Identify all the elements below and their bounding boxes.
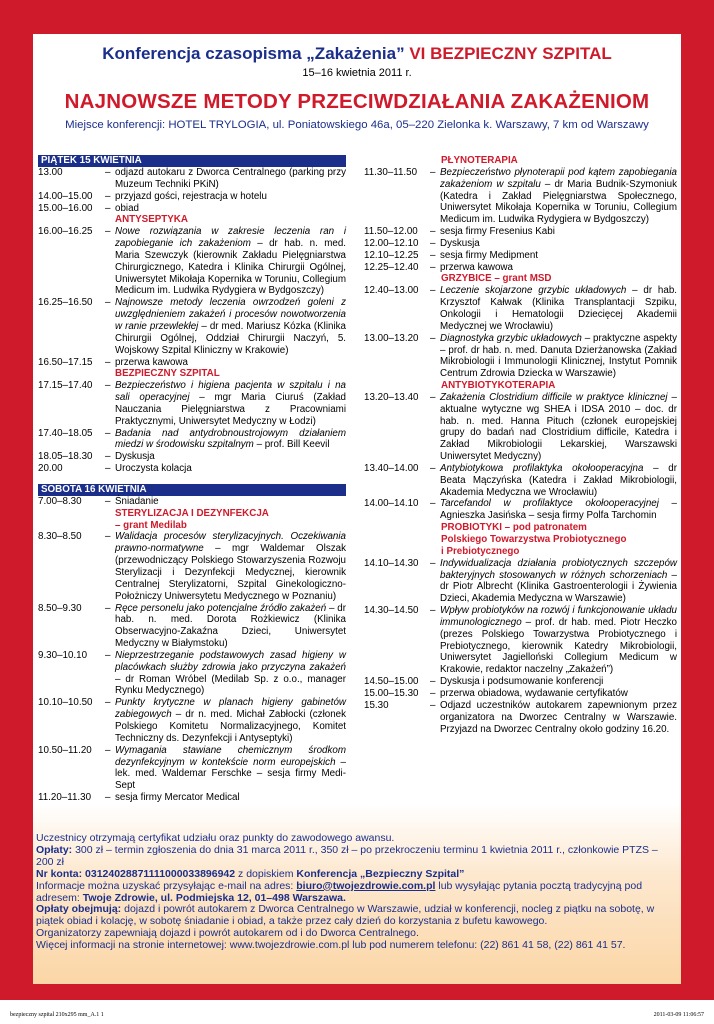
program-entry bbox=[38, 792, 346, 804]
entry-time: 10.10–10.50 bbox=[38, 697, 93, 709]
day-header-friday: PIĄTEK 15 KWIETNIA bbox=[38, 155, 346, 167]
entry-text: – mgr Waldemar Olszak (przewodniczący Polskiego Stowarzyszenia Rozwoju Sterylizacji i Dezynfekcji Medycznej, kierownik Centralnej Sterylizatorni, Szpital Ginekologiczno-Położniczy Uniwersytetu Medycznego w Poznaniu) bbox=[115, 543, 346, 602]
saturday-program-left bbox=[38, 496, 346, 804]
entry-time: 17.40–18.05 bbox=[38, 427, 93, 439]
entry-description bbox=[440, 392, 677, 463]
entry-description bbox=[440, 285, 677, 332]
friday-program bbox=[38, 167, 346, 475]
entry-text: sesja firmy Mercator Medical bbox=[115, 792, 240, 804]
entry-time: 15.00–15.30 bbox=[364, 687, 419, 699]
entry-text: Dyskusja i podsumowanie konferencji bbox=[440, 676, 604, 688]
account-label: Nr konta: bbox=[36, 867, 83, 880]
entry-description bbox=[440, 676, 677, 688]
entry-dash: – bbox=[105, 649, 111, 661]
entry-talk-title: Bezpieczeństwo i higiena pacjenta w szpitalu i na sali operacyjnej bbox=[115, 380, 346, 404]
entry-dash: – bbox=[105, 202, 111, 214]
entry-talk-title: Indywidualizacja działania probiotycznych szczepów bakteryjnych stosowanych w różnych schorzeniach bbox=[440, 557, 677, 581]
poster-sheet bbox=[33, 34, 681, 984]
entry-description bbox=[440, 333, 677, 380]
entry-dash: – bbox=[430, 249, 436, 261]
entry-text: Dyskusja bbox=[115, 451, 155, 463]
print-slug-right: 2011-03-09 11:06:57 bbox=[653, 1012, 704, 1018]
entry-dash: – bbox=[430, 605, 436, 617]
entry-text: Uroczysta kolacja bbox=[115, 463, 192, 475]
program-entry bbox=[38, 463, 346, 475]
venue-line: Miejsce konferencji: HOTEL TRYLOGIA, ul. Poniatowskiego 46a, 05–220 Zielonka k. Warszawy, 7 km od Warszawy bbox=[65, 119, 649, 131]
entry-dash: – bbox=[105, 602, 111, 614]
section-heading: ANTYBIOTYKOTERAPIA bbox=[441, 380, 556, 392]
account-text: z dopiskiem bbox=[235, 867, 297, 880]
entry-text: Dyskusja bbox=[440, 237, 480, 249]
section-heading: ANTYSEPTYKA bbox=[115, 214, 188, 226]
entry-time: 11.30–11.50 bbox=[364, 166, 418, 178]
entry-text: sesja firmy Medipment bbox=[440, 249, 538, 261]
entry-time: 14.50–15.00 bbox=[364, 676, 419, 688]
program-entry bbox=[364, 238, 677, 250]
entry-dash: – bbox=[430, 687, 436, 699]
entry-dash: – bbox=[105, 226, 111, 238]
entry-description bbox=[440, 463, 677, 499]
entry-dash: – bbox=[105, 792, 111, 804]
section-heading: PŁYNOTERAPIA bbox=[441, 155, 518, 166]
entry-talk-title: Ręce personelu jako potencjalne źródło zakażeń bbox=[115, 602, 327, 614]
entry-time: 12.25–12.40 bbox=[364, 261, 419, 273]
entry-description bbox=[115, 531, 346, 602]
entry-talk-title: Antybiotykowa profilaktyka okołooperacyjna bbox=[440, 462, 644, 474]
entry-dash: – bbox=[430, 557, 436, 569]
entry-time: 14.00–15.00 bbox=[38, 190, 93, 202]
entry-description bbox=[440, 167, 677, 226]
section-heading: PROBIOTYKI – pod patronatem bbox=[441, 522, 587, 534]
entry-description bbox=[115, 297, 346, 356]
entry-time: 10.50–11.20 bbox=[38, 744, 92, 756]
entry-time: 15.30 bbox=[364, 699, 389, 711]
entry-description bbox=[115, 650, 346, 697]
entry-talk-title: Bezpieczeństwo płynoterapii pod kątem zapobiegania zakażeniom w szpitalu bbox=[440, 166, 677, 190]
entry-text: Śniadanie bbox=[115, 495, 159, 507]
entry-time: 14.00–14.10 bbox=[364, 498, 419, 510]
program-entry bbox=[364, 226, 677, 238]
program-entry bbox=[38, 697, 346, 744]
coverage-label: Opłaty obejmują: bbox=[36, 903, 122, 916]
entry-text: – dr hab. n. med. Maria Szewczyk (kierownik Zakładu Pielęgniarstwa Chirurgicznego, Katedra i Klinika Chirurgii Ogólnej, Uniwersytet Mikołaja Kopernika w Toruniu, Collegium Medicum im. Ludwika Rydygiera w Bydgoszczy) bbox=[115, 238, 346, 297]
entry-dash: – bbox=[430, 498, 436, 510]
entry-description bbox=[115, 203, 346, 215]
entry-description bbox=[440, 250, 677, 262]
main-title: NAJNOWSZE METODY PRZECIWDZIAŁANIA ZAKAŻENIOM bbox=[64, 90, 650, 113]
entry-time: 14.30–14.50 bbox=[364, 605, 419, 617]
section-heading: – grant Medilab bbox=[115, 519, 187, 531]
entry-description bbox=[440, 226, 677, 238]
entry-description bbox=[115, 496, 346, 508]
conference-header bbox=[33, 44, 681, 64]
entry-time: 13.20–13.40 bbox=[364, 391, 419, 403]
fees-text: 300 zł – termin zgłoszenia do dnia 31 marca 2011 r., 350 zł – po przekroczeniu terminu 1 kwietnia 2011 r., członkowie PTZS – 200 zł bbox=[36, 843, 658, 868]
program-entry bbox=[364, 167, 677, 226]
program-entry bbox=[364, 688, 677, 700]
entry-talk-title: Diagnostyka grzybic układowych bbox=[440, 332, 582, 344]
entry-text: – praktyczne aspekty – prof. dr hab. n. med. Danuta Dzierżanowska (Zakład Mikrobiologii i Immunologii Klinicznej, Instytut Pomnik Centrum Zdrowia Dziecka w Warszawie) bbox=[440, 332, 678, 380]
entry-text: – dr n. med. Michał Zabłocki (członek Polskiego Komitetu Normalizacyjnego, Komitet Techniczny ds. Dezynfekcji i Antyseptyki) bbox=[115, 709, 346, 744]
entry-dash: – bbox=[430, 261, 436, 273]
entry-talk-title: Zakażenia Clostridium difficile w praktyce klinicznej bbox=[440, 391, 668, 403]
entry-description bbox=[115, 357, 346, 369]
entry-description bbox=[115, 745, 346, 792]
program-entry bbox=[38, 226, 346, 297]
program-entry bbox=[38, 203, 346, 215]
entry-time: 11.50–12.00 bbox=[364, 226, 418, 238]
footer-certificate: Uczestnicy otrzymają certyfikat udziału oraz punkty do zawodowego awansu. bbox=[36, 832, 395, 844]
entry-description bbox=[115, 697, 346, 744]
entry-time: 12.10–12.25 bbox=[364, 249, 419, 261]
program-entry bbox=[38, 428, 346, 452]
entry-text: – dr Piotr Albrecht (Klinika Gastroenterologii i Żywienia Dzieci, Akademia Medyczna w Warszawie) bbox=[440, 569, 678, 605]
section-heading: Polskiego Towarzystwa Probiotycznego bbox=[441, 534, 627, 545]
entry-description bbox=[115, 380, 346, 427]
entry-text: przyjazd gości, rejestracja w hotelu bbox=[115, 190, 267, 202]
section-heading: BEZPIECZNY SZPITAL bbox=[115, 368, 220, 380]
entry-text: – mgr Maria Ciuruś (Zakład Nauczania Pielęgniarstwa z Pracowniami Praktycznymi, Uniwersytet Medyczny w Łodzi) bbox=[115, 392, 347, 427]
program-entry bbox=[38, 191, 346, 203]
entry-dash: – bbox=[105, 451, 111, 463]
entry-dash: – bbox=[105, 167, 111, 178]
section-heading: STERYLIZACJA I DEZYNFEKCJA bbox=[115, 507, 269, 519]
entry-text: – aktualne wytyczne wg SHEA i IDSA 2010 – doc. dr hab. n. med. Hanna Pituch (członek europejskiej grupy do badań nad Clostridium difficile, Katedra i Zakład Mikrobiologii Lekarskiej, Warszawski Uniwersytet Medyczny) bbox=[440, 391, 677, 463]
entry-description bbox=[115, 463, 346, 475]
entry-time: 18.05–18.30 bbox=[38, 451, 93, 463]
entry-dash: – bbox=[430, 237, 436, 249]
entry-talk-title: Wymagania stawiane chemicznym środkom dezynfekcyjnym w kontekście norm europejskich bbox=[115, 744, 346, 768]
entry-text: – dr hab. n. med. Dorota Rożkiewicz (Klinika Obserwacyjno-Zakaźna Dzieci, Uniwersytet Medyczny w Białymstoku) bbox=[115, 602, 346, 650]
program-entry bbox=[364, 498, 677, 522]
entry-talk-title: Tarcefandol w profilaktyce okołooperacyjnej bbox=[440, 498, 659, 510]
entry-dash: – bbox=[105, 356, 111, 368]
entry-dash: – bbox=[430, 226, 436, 238]
program-right-column bbox=[364, 155, 677, 735]
contact-address: Twoje Zdrowie, ul. Podmiejska 12, 01–498 Warszawa. bbox=[82, 891, 346, 904]
entry-description bbox=[115, 603, 346, 650]
program-entry bbox=[364, 605, 677, 676]
entry-talk-title: Najnowsze metody leczenia owrzodzeń goleni z uwzględnieniem zakażeń i procesów nowotworzenia w ranie przewlekłej bbox=[115, 297, 346, 332]
entry-dash: – bbox=[430, 166, 436, 178]
account-number: 03124028871111000033896942 bbox=[82, 867, 236, 880]
contact-text-2: lub wysyłając pytania pocztą tradycyjną pod adresem: bbox=[36, 879, 643, 904]
section-heading: i Prebiotycznego bbox=[441, 545, 520, 557]
footer-transport: Organizatorzy zapewniają dojazd i powrót autokarem od i do Dworca Centralnego. bbox=[36, 927, 419, 940]
contact-text: Informacje można uzyskać przysyłając e-mail na adres: bbox=[36, 879, 297, 892]
entry-talk-title: Nowe rozwiązania w zakresie leczenia ran i zapobieganie ich zakażeniom bbox=[115, 226, 346, 250]
entry-description bbox=[440, 688, 677, 700]
entry-time: 17.15–17.40 bbox=[38, 380, 93, 392]
entry-description bbox=[115, 226, 346, 297]
entry-dash: – bbox=[105, 531, 111, 543]
entry-text: – dr Beata Mączyńska (Katedra i Zakład Mikrobiologii, Akademia Medyczna we Wrocławiu) bbox=[440, 462, 677, 498]
entry-description bbox=[115, 451, 346, 463]
print-slug-left: bezpieczny szpital 210x295 mm_A.1 1 bbox=[10, 1012, 104, 1018]
program-entry bbox=[364, 558, 677, 605]
program-entry bbox=[364, 676, 677, 688]
entry-text: odjazd autokaru z Dworca Centralnego (parking przy Muzeum Techniki PKiN) bbox=[115, 167, 346, 190]
program-entry bbox=[364, 700, 677, 736]
program-entry bbox=[38, 496, 346, 508]
entry-talk-title: Badania nad antydrobnoustrojowym działaniem miedzi w środowisku szpitalnym bbox=[115, 427, 346, 451]
coverage-text: dojazd i powrót autokarem z Dworca Centralnego w Warszawie, udział w konferencji, nocleg z piątku na sobotę, w piątek obiad i kolację, w sobotę śniadanie i obiad, a także przez cały dzień do korzystania z bufetu kawowego. bbox=[36, 903, 655, 928]
program-entry bbox=[364, 463, 677, 499]
entry-text: przerwa obiadowa, wydawanie certyfikatów bbox=[440, 687, 628, 699]
entry-text: – dr Roman Wróbel (Medilab Sp. z o.o., manager Rynku Medycznego) bbox=[115, 673, 346, 697]
entry-time: 20.00 bbox=[38, 463, 63, 475]
program-entry bbox=[364, 333, 677, 380]
program-entry bbox=[364, 285, 677, 332]
program-entry bbox=[38, 380, 346, 427]
entry-talk-title: Wpływ probiotyków na rozwój i funkcjonowanie układu immunologicznego bbox=[440, 605, 677, 628]
program-entry bbox=[364, 392, 677, 463]
entry-talk-title: Punkty krytyczne w planach higieny gabinetów zabiegowych bbox=[115, 697, 346, 721]
day-header-saturday: SOBOTA 16 KWIETNIA bbox=[38, 484, 346, 496]
program-left-column bbox=[38, 155, 346, 804]
entry-talk-title: Walidacja procesów sterylizacyjnych. Oczekiwania prawno-normatywne bbox=[115, 531, 346, 555]
conference-name: Konferencja czasopisma „Zakażenia” bbox=[102, 44, 405, 63]
entry-dash: – bbox=[430, 676, 436, 688]
entry-description bbox=[440, 558, 677, 605]
program-entry bbox=[38, 603, 346, 650]
entry-text: – lek. med. Waldemar Ferschke – sesja firmy Medi-Sept bbox=[115, 756, 346, 792]
entry-dash: – bbox=[430, 332, 436, 344]
entry-text: – prof. dr hab. med. Piotr Heczko (prezes Polskiego Towarzystwa Probiotycznego i Prebiotycznego, kierownik Katedry Mikrobiologii, Uniwersytet Jagielloński Collegium Medicum w Krakowie, redaktor naczelny „Zakażeń”) bbox=[440, 616, 677, 676]
entry-time: 8.30–8.50 bbox=[38, 531, 82, 543]
entry-talk-title: Leczenie skojarzone grzybic układowych bbox=[440, 285, 627, 297]
entry-text: przerwa kawowa bbox=[115, 356, 188, 368]
entry-text: sesja firmy Fresenius Kabi bbox=[440, 226, 555, 238]
entry-description bbox=[115, 428, 346, 452]
entry-time: 12.40–13.00 bbox=[364, 285, 419, 297]
entry-description bbox=[440, 498, 677, 522]
section-heading: GRZYBICE – grant MSD bbox=[441, 273, 552, 285]
entry-text: – Agnieszka Jasińska – sesja firmy Polfa Tarchomin bbox=[440, 498, 677, 522]
program-entry bbox=[38, 357, 346, 369]
saturday-program-right bbox=[364, 155, 677, 735]
conference-edition: VI BEZPIECZNY SZPITAL bbox=[409, 44, 612, 63]
entry-dash: – bbox=[105, 380, 111, 392]
footer-fees bbox=[36, 845, 678, 869]
entry-dash: – bbox=[105, 697, 111, 709]
fees-label: Opłaty: bbox=[36, 843, 73, 856]
conference-dates: 15–16 kwietnia 2011 r. bbox=[302, 67, 412, 79]
entry-text: – dr hab. Krzysztof Kałwak (Klinika Transplantacji Szpiku, Onkologii i Hematologii Dziecięcej Akademii Medycznej we Wrocławiu) bbox=[440, 285, 677, 332]
entry-description bbox=[115, 792, 346, 804]
program-entry bbox=[364, 262, 677, 274]
entry-time: 16.25–16.50 bbox=[38, 297, 93, 309]
footer-more-info: Więcej informacji na stronie internetowej: www.twojezdrowie.com.pl lub pod numerem telefonu: (22) 861 41 58, (22) 861 41 57. bbox=[36, 939, 626, 952]
entry-time: 8.50–9.30 bbox=[38, 602, 82, 614]
program-entry bbox=[364, 250, 677, 262]
entry-description bbox=[440, 700, 677, 736]
entry-dash: – bbox=[105, 297, 111, 309]
entry-time: 14.10–14.30 bbox=[364, 557, 419, 569]
entry-description bbox=[115, 191, 346, 203]
program-entry bbox=[38, 745, 346, 792]
entry-time: 13.00 bbox=[38, 167, 63, 178]
program-entry bbox=[38, 650, 346, 697]
entry-dash: – bbox=[430, 285, 436, 297]
entry-text: przerwa kawowa bbox=[440, 261, 513, 273]
entry-time: 7.00–8.30 bbox=[38, 495, 82, 507]
entry-dash: – bbox=[105, 427, 111, 439]
entry-text: – dr med. Mariusz Kózka (Klinika Chirurgii Ogólnej, Oddział Chirurgii Naczyń, 5. Wojskowy Szpital Kliniczny w Krakowie) bbox=[115, 320, 346, 356]
footer-coverage bbox=[36, 904, 678, 928]
program-entry bbox=[38, 451, 346, 463]
entry-time: 11.20–11.30 bbox=[38, 792, 92, 804]
entry-text: – prof. Bill Keevil bbox=[253, 439, 330, 451]
program-entry bbox=[38, 297, 346, 356]
entry-text: – dr Maria Budnik-Szymoniuk (Katedra i Zakład Pielęgniarstwa Społecznego, Uniwersytet Mikołaja Kopernika w Toruniu, Collegium Medicum im. Ludwika Rydygiera w Bydgoszczy) bbox=[440, 178, 677, 226]
entry-text: Odjazd uczestników autokarem zapewnionym przez organizatora na Dworzec Centralny w Warszawie. Przyjazd na Dworzec Centralny około godziny 16.20. bbox=[440, 699, 677, 735]
program-entry bbox=[38, 531, 346, 602]
footer-info bbox=[36, 833, 678, 952]
entry-dash: – bbox=[105, 463, 111, 475]
entry-time: 16.50–17.15 bbox=[38, 356, 93, 368]
entry-dash: – bbox=[430, 391, 436, 403]
program-entry bbox=[38, 167, 346, 191]
entry-text: obiad bbox=[115, 202, 139, 214]
entry-dash: – bbox=[105, 744, 111, 756]
entry-time: 15.00–16.00 bbox=[38, 202, 93, 214]
entry-dash: – bbox=[105, 190, 111, 202]
entry-dash: – bbox=[430, 462, 436, 474]
account-note: Konferencja „Bezpieczny Szpital” bbox=[296, 867, 465, 880]
entry-time: 12.00–12.10 bbox=[364, 237, 419, 249]
entry-time: 13.40–14.00 bbox=[364, 462, 419, 474]
entry-description bbox=[440, 238, 677, 250]
entry-talk-title: Nieprzestrzeganie podstawowych zasad higieny w placówkach służby zdrowia jako przyczyna zakażeń bbox=[115, 649, 346, 673]
entry-description bbox=[440, 605, 677, 676]
entry-time: 16.00–16.25 bbox=[38, 226, 93, 238]
entry-description bbox=[440, 262, 677, 274]
footer-contact bbox=[36, 881, 678, 905]
entry-time: 9.30–10.10 bbox=[38, 649, 88, 661]
entry-dash: – bbox=[105, 495, 111, 507]
entry-dash: – bbox=[430, 699, 436, 711]
entry-time: 13.00–13.20 bbox=[364, 332, 419, 344]
entry-description bbox=[115, 167, 346, 191]
contact-email-link[interactable]: biuro@twojezdrowie.com.pl bbox=[296, 879, 436, 892]
